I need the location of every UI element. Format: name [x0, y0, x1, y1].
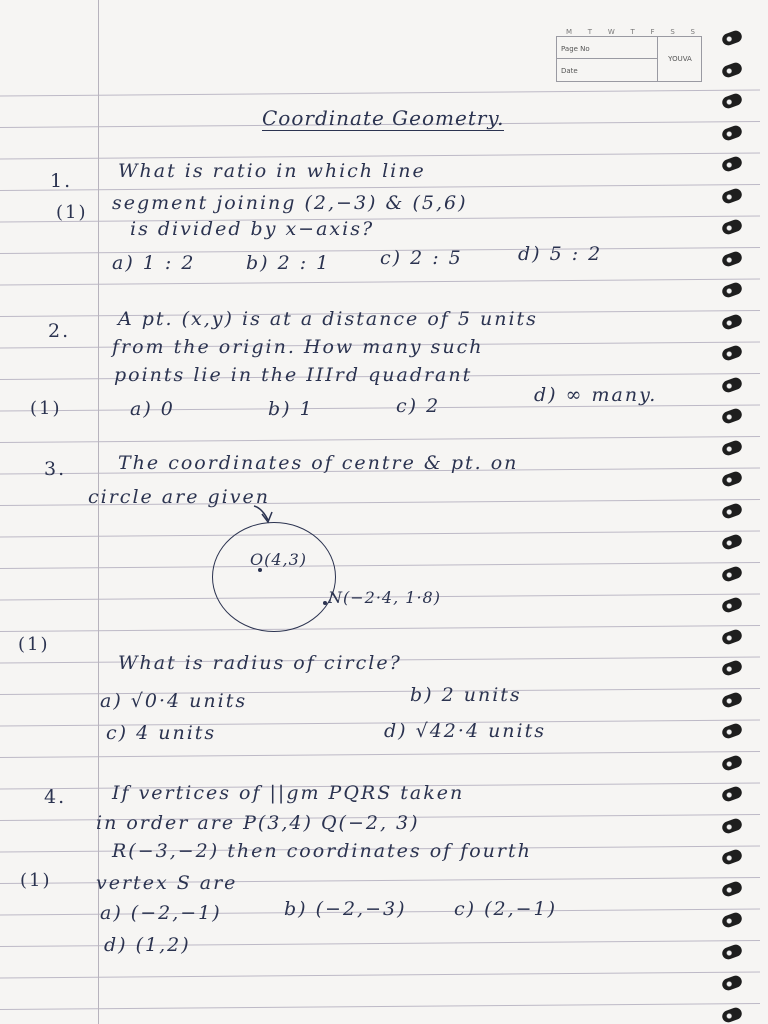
option-a: a) (−2,−1) [100, 902, 222, 924]
weekday: T [587, 28, 594, 36]
option-d: d) √42·4 units [384, 720, 547, 742]
question-text-line: from the origin. How many such [112, 336, 484, 358]
page-no-label: Page No [561, 45, 590, 53]
marks-label: (1) [20, 870, 52, 891]
option-b: b) 2 : 1 [246, 252, 331, 274]
option-b: b) 2 units [410, 684, 522, 706]
option-c: c) 2 : 5 [380, 247, 463, 269]
page-title: Coordinate Geometry. [262, 106, 505, 130]
option-c: c) 4 units [106, 722, 217, 744]
marks-label: (1) [56, 202, 88, 223]
option-a: a) √0·4 units [100, 690, 248, 712]
question-text-line: circle are given [88, 486, 270, 508]
option-d: d) (1,2) [104, 934, 191, 956]
weekday: W [607, 28, 616, 36]
option-d: d) 5 : 2 [518, 243, 603, 265]
brand-logo: YOUVA [657, 37, 702, 81]
option-c: c) 2 [396, 395, 441, 417]
question-text-line: points lie in the IIIrd quadrant [114, 364, 473, 386]
option-d: d) ∞ many. [534, 384, 658, 406]
option-b: b) (−2,−3) [284, 898, 407, 920]
date-label: Date [561, 67, 578, 75]
question-number: 2. [48, 320, 71, 342]
question-text-line: R(−3,−2) then coordinates of fourth [112, 840, 532, 862]
question-text-line: A pt. (x,y) is at a distance of 5 units [118, 308, 538, 330]
weekday: S [670, 28, 676, 36]
question-number: 4. [44, 786, 67, 808]
question-text-line: If vertices of ||gm PQRS taken [112, 782, 465, 804]
marks-label: (1) [30, 398, 62, 419]
question-number: 1. [50, 170, 73, 192]
option-b: b) 1 [268, 398, 314, 420]
marks-label: (1) [18, 634, 50, 655]
weekday: M [566, 28, 574, 36]
option-c: c) (2,−1) [454, 898, 558, 920]
point-label: N(−2·4, 1·8) [328, 588, 441, 607]
weekday: T [630, 28, 636, 36]
weekday: S [690, 28, 696, 36]
question-text-line: is divided by x−axis? [130, 218, 375, 240]
option-a: a) 0 [130, 398, 175, 420]
centre-label: O(4,3) [250, 550, 308, 569]
option-a: a) 1 : 2 [112, 252, 196, 274]
question-text-line: in order are P(3,4) Q(−2, 3) [96, 812, 420, 834]
question-text-line: The coordinates of centre & pt. on [118, 452, 519, 474]
question-text-line: segment joining (2,−3) & (5,6) [112, 192, 468, 214]
question-text-line: vertex S are [96, 872, 238, 894]
weekday: F [650, 28, 656, 36]
question-text-line: What is ratio in which line [118, 160, 426, 182]
question-text-line: What is radius of circle? [118, 652, 402, 674]
question-number: 3. [44, 458, 67, 480]
